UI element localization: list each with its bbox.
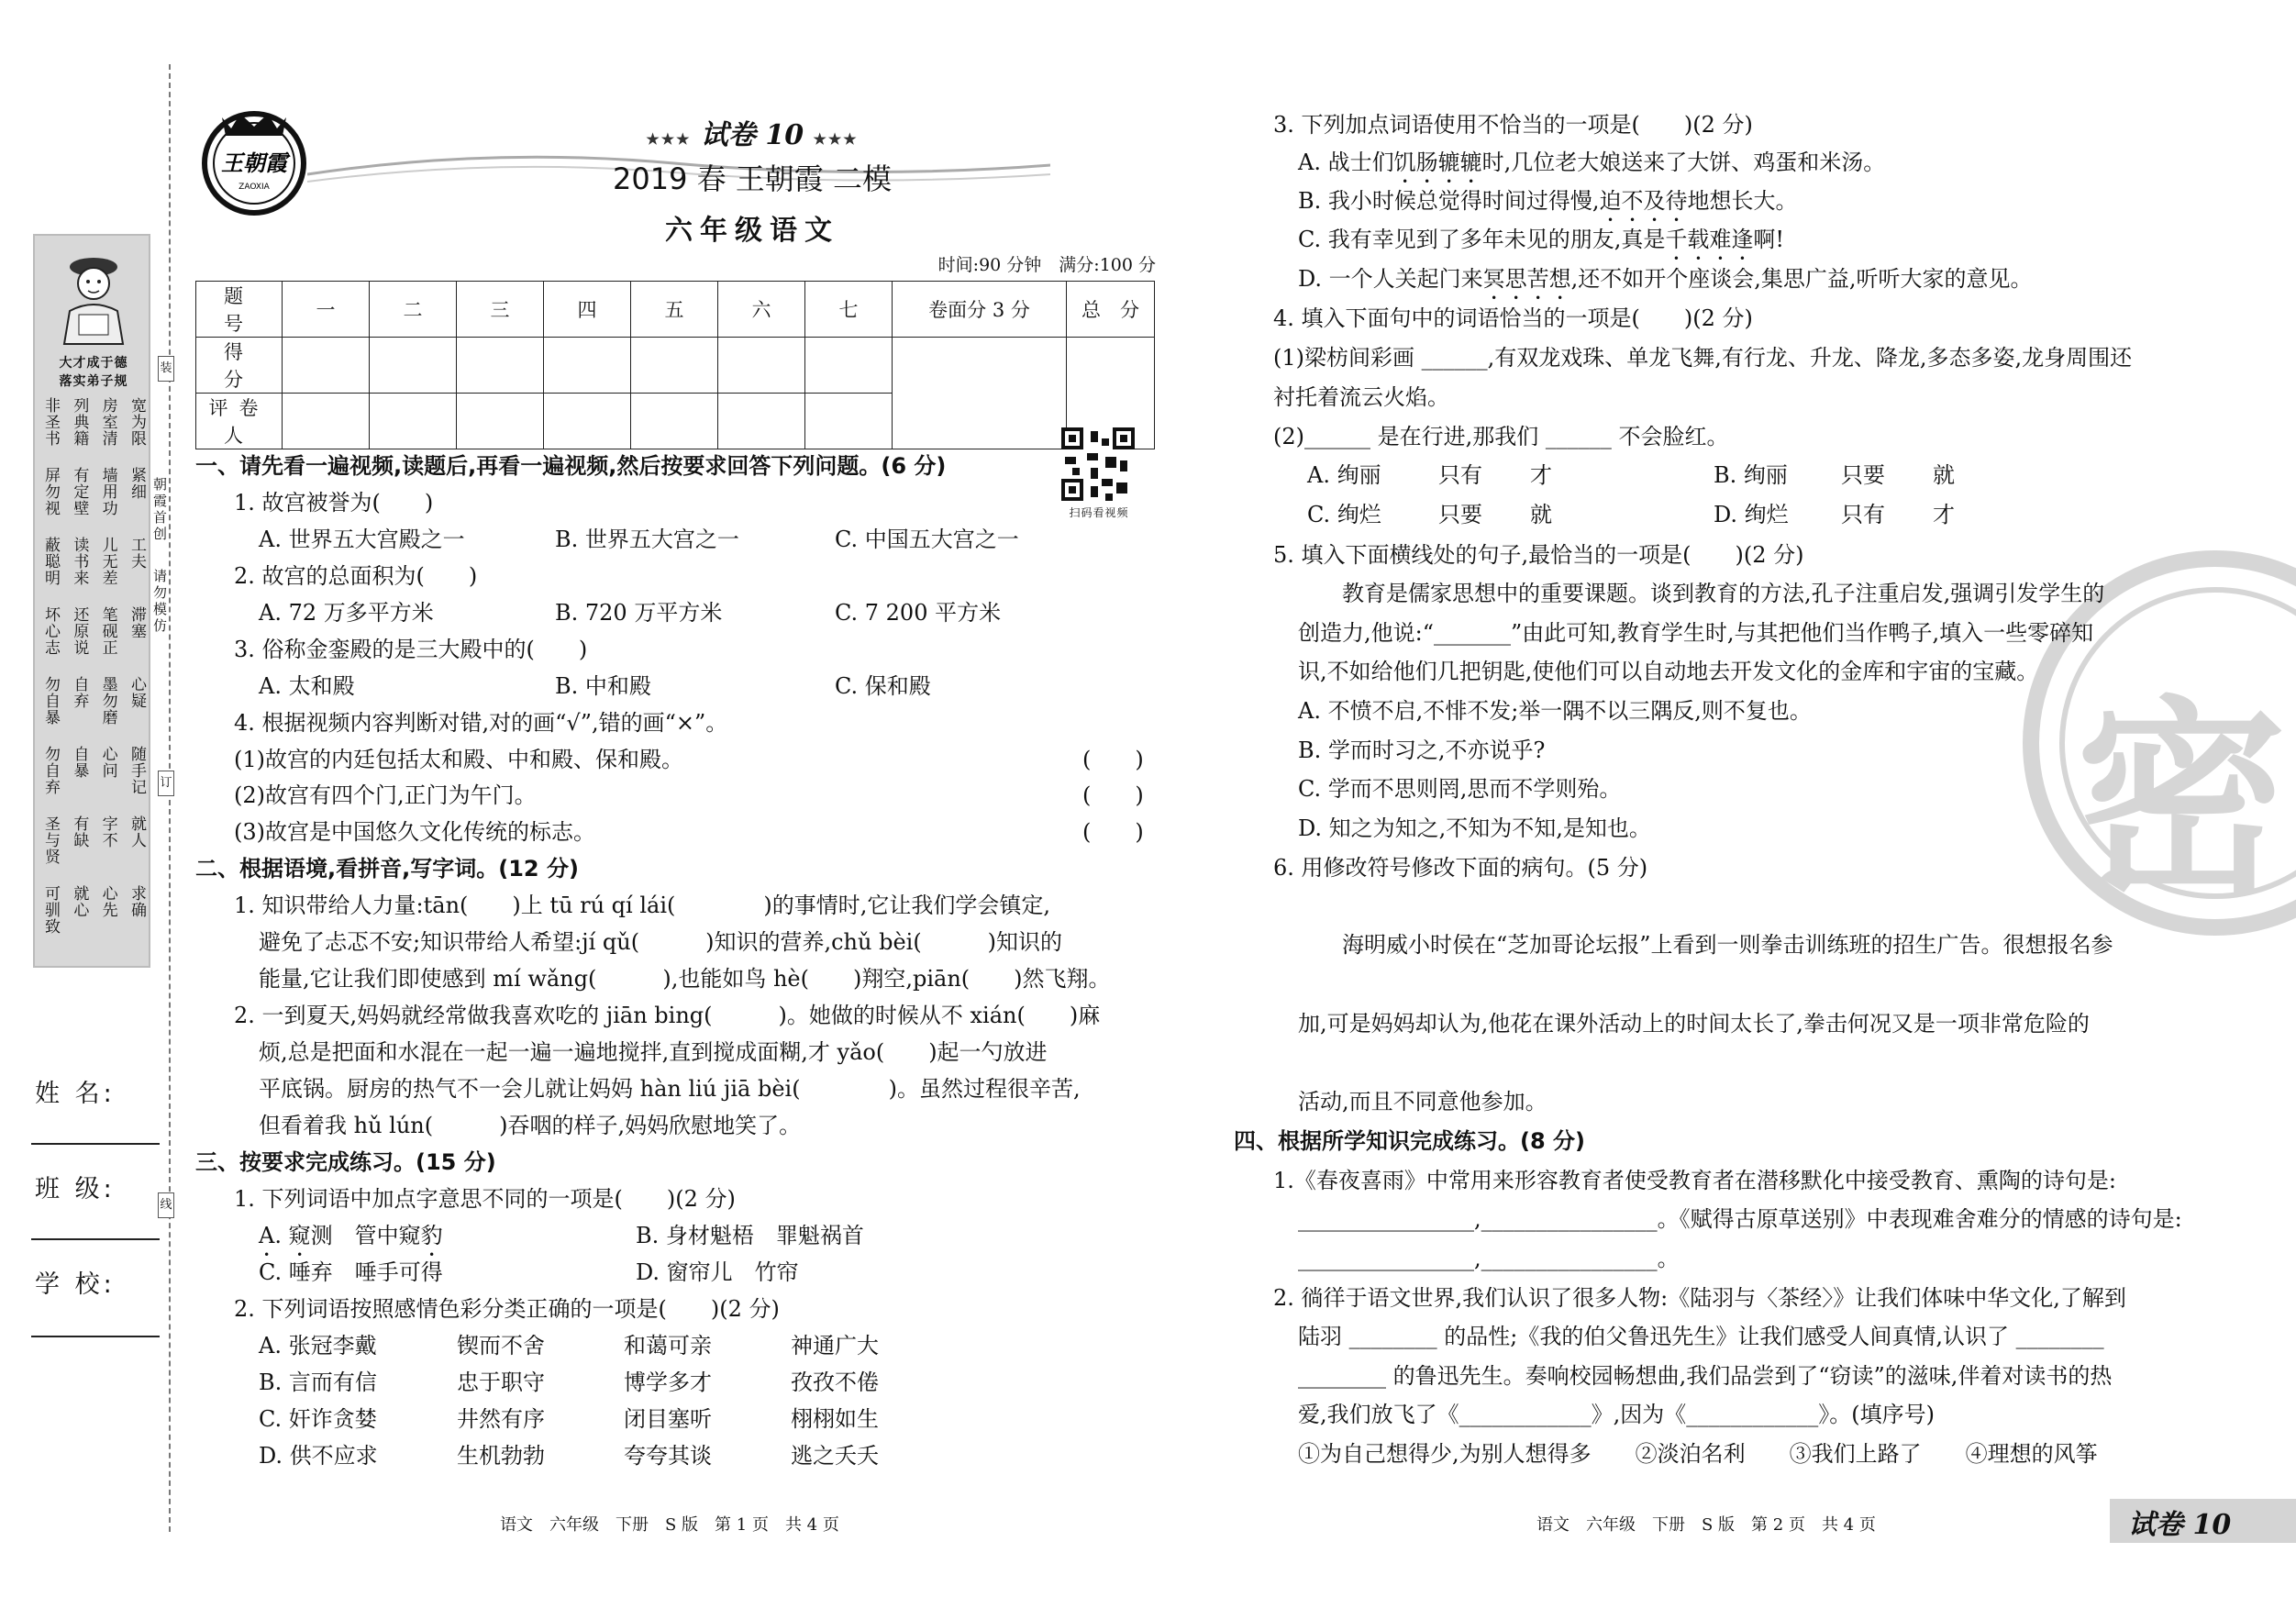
footer-left: 语文 六年级 下册 S 版 第 1 页 共 4 页 <box>500 1515 839 1535</box>
section-2-heading: 二、根据语境,看拼音,写字词。(12 分) <box>195 856 579 882</box>
r3-option-b[interactable] <box>1298 183 1798 227</box>
pinyin-para-1-line-1: 1. 知识带给人力量:tān( )上 tū rú qí lái( )的事情时,它让我们学会镇定, <box>234 893 1050 918</box>
score-cell-header: 五 <box>631 282 718 338</box>
r4-word: 才 <box>1933 502 1955 527</box>
seal-char-zhuang: 装 <box>158 356 174 382</box>
poem-line: 笔砚正 <box>98 606 117 656</box>
r3c-part: 啊! <box>1753 227 1785 252</box>
poem-line: 可驯致 <box>41 885 60 935</box>
score-cell[interactable] <box>805 338 893 394</box>
svg-text:王朝霞: 王朝霞 <box>221 150 287 176</box>
exam-time-info: 时间:90 分钟 满分:100 分 <box>937 255 1156 275</box>
score-cell[interactable] <box>283 394 370 449</box>
r1a-part: 测 管中窥 <box>310 1223 421 1248</box>
score-cell[interactable] <box>370 394 457 449</box>
pinyin-para-1-line-3: 能量,它让我们即使感到 mí wǎng( ),也能如鸟 hè( )翔空,piān( )然飞翔。 <box>259 966 1111 992</box>
r2-word: 锲而不舍 <box>457 1333 545 1359</box>
score-cell-header: 六 <box>718 282 805 338</box>
score-cell[interactable] <box>718 338 805 394</box>
k2-line-3[interactable]: ________ 的鲁迅先生。奏响校园畅想曲,我们品尝到了“窃读”的滋味,伴着对读书的热 <box>1298 1363 2113 1389</box>
poem-line: 勿自弃 <box>41 746 60 795</box>
score-cell-header: 总 分 <box>1067 282 1155 338</box>
r4-word: 只有 <box>1841 502 1885 527</box>
r1b-part: 祸首 <box>819 1223 864 1248</box>
k1-line-2[interactable]: ________________,________________。《赋得古原草送别》中表现难舍难分的情感的诗句是: <box>1298 1206 2182 1232</box>
score-cell-header: 四 <box>544 282 631 338</box>
k1-line-3[interactable]: ________________,________________。 <box>1298 1246 1680 1271</box>
score-cell[interactable] <box>457 338 544 394</box>
score-cell[interactable] <box>718 394 805 449</box>
svg-text:ZAOXIA: ZAOXIA <box>238 183 270 192</box>
r5-passage-line-3: 识,不如给他们几把钥匙,使他们可以自动地去开发文化的金库和宇宙的宝藏。 <box>1298 659 2039 684</box>
exam-title: 2019 春 王朝霞 二模 <box>613 161 892 196</box>
score-row-label: 得 分 <box>196 338 283 394</box>
r3c-part: C. 我有幸见到了多年未见的朋友,真是 <box>1298 227 1666 252</box>
r2-word: 栩栩如生 <box>791 1406 879 1432</box>
q3-stem: 3. 俗称金銮殿的是三大殿中的( ) <box>234 637 588 662</box>
r1c-part: 弃 唾 <box>310 1259 377 1285</box>
r4-sentence-1-line-1: (1)梁枋间彩画 ______,有双龙戏珠、单龙飞舞,有行龙、升龙、降龙,多态多姿,龙身周围还 <box>1273 345 2133 371</box>
poem-line: 墙用功 <box>98 467 117 516</box>
r3d-part: D. 一个人关起门来 <box>1298 266 1483 292</box>
q2-stem: 2. 故宫的总面积为( ) <box>234 563 478 589</box>
r1-option-d[interactable] <box>636 1254 799 1286</box>
r2-option-c[interactable]: C. 奸诈贪婪 <box>259 1406 377 1432</box>
poem-line: 有定壁 <box>70 467 89 516</box>
q2-option-c[interactable]: C. 7 200 平方米 <box>835 600 1002 626</box>
r3c-part: 千载难逢 <box>1665 227 1754 252</box>
r2-word: 闭目塞听 <box>624 1406 712 1432</box>
pinyin-para-2-line-2: 烦,总是把面和水混在一起一遍一遍地搅拌,直到搅成面糊,才 yǎo( )起一勺放进 <box>259 1039 1048 1065</box>
r1c-part: 手可得 <box>376 1259 443 1285</box>
seal-char-xian: 线 <box>158 1192 174 1218</box>
poem-line: 紧细 <box>127 467 146 500</box>
q4-item-3: (3)故宫是中国悠久文化传统的标志。 <box>234 819 595 845</box>
r4-stem: 4. 填入下面句中的词语恰当的一项是( )(2 分) <box>1273 305 1753 331</box>
pinyin-para-1-line-2: 避免了忐忑不安;知识带给人希望:jí qǔ( )知识的营养,chǔ bèi( )知识的 <box>259 929 1063 955</box>
section-4-heading: 四、根据所学知识完成练习。(8 分) <box>1234 1128 1585 1154</box>
poem-line: 工夫 <box>127 537 146 570</box>
poem-line: 屏勿视 <box>41 467 60 516</box>
r2-word: 生机勃勃 <box>457 1443 545 1469</box>
exam-tab-label: 试卷 10 <box>2128 1509 2232 1541</box>
poem-line: 就人 <box>127 815 146 848</box>
score-cell[interactable] <box>544 394 631 449</box>
binding-dashed-line <box>169 64 171 1532</box>
poem-line: 心先 <box>98 885 117 918</box>
q1-option-a[interactable]: A. 世界五大宫殿之一 <box>259 527 465 552</box>
r2-word: 博学多才 <box>624 1370 712 1395</box>
r1-stem: 1. 下列词语中加点字意思不同的一项是( )(2 分) <box>234 1186 736 1212</box>
r3a-part: A. 战士们 <box>1298 150 1394 175</box>
r2-word: 忠于职守 <box>457 1370 545 1395</box>
r6-stem: 6. 用修改符号修改下面的病句。(5 分) <box>1273 855 1648 881</box>
brand-logo <box>194 101 314 220</box>
r5-option-b[interactable]: B. 学而时习之,不亦说乎? <box>1298 738 1546 763</box>
watermark-seal <box>2023 550 2296 936</box>
poem-line: 自弃 <box>70 676 89 709</box>
r4-word: 只有 <box>1438 462 1482 488</box>
r5-passage-line-1: 教育是儒家思想中的重要课题。谈到教育的方法,孔子注重启发,强调引发学生的 <box>1298 581 2105 606</box>
poem-line: 随手记 <box>127 746 146 795</box>
r2-option-d[interactable]: D. 供不应求 <box>259 1443 378 1469</box>
pinyin-para-2-line-3: 平底锅。厨房的热气不一会儿就让妈妈 hàn liú jiā bèi( )。虽然过程很辛苦, <box>259 1076 1081 1102</box>
r3-option-a[interactable] <box>1298 144 1885 188</box>
r1-option-b[interactable] <box>636 1217 864 1249</box>
poem-line: 儿无差 <box>98 537 117 586</box>
motto-box <box>33 234 150 968</box>
side-note-no-copy: 请勿模仿 <box>151 569 168 635</box>
score-cell[interactable] <box>631 338 718 394</box>
r3d-part: 冥思苦想 <box>1482 266 1571 292</box>
r3b-part: 迫不及待 <box>1599 188 1688 214</box>
r5-option-a[interactable]: A. 不愤不启,不悱不发;举一隅不以三隅反,则不复也。 <box>1298 698 1812 724</box>
score-cell[interactable] <box>457 394 544 449</box>
q3-option-c[interactable]: C. 保和殿 <box>835 673 931 699</box>
poem-line: 坏心志 <box>41 606 60 656</box>
k2-line-2[interactable]: 陆羽 ________ 的品性;《我的伯父鲁迅先生》让我们感受人间真情,认识了 ________ <box>1298 1324 2104 1349</box>
exam-tab <box>2110 1499 2296 1543</box>
r4-option-a[interactable]: A. 绚丽 <box>1307 462 1381 488</box>
qr-code[interactable] <box>1061 427 1135 501</box>
r5-stem: 5. 填入下面横线处的句子,最恰当的一项是( )(2 分) <box>1273 542 1804 568</box>
poem-line: 就心 <box>70 885 89 918</box>
poem-line: 自暴 <box>70 746 89 779</box>
r4-option-c[interactable]: C. 绚烂 <box>1307 502 1381 527</box>
q4-item-2: (2)故宫有四个门,正门为午门。 <box>234 782 537 808</box>
q1-option-b[interactable]: B. 世界五大宫之一 <box>555 527 739 552</box>
score-table <box>195 281 1155 449</box>
r1c-part: C. 唾 <box>259 1259 311 1285</box>
poem-line: 列典籍 <box>70 397 89 447</box>
r4-word: 只要 <box>1438 502 1482 527</box>
q4-stem: 4. 根据视频内容判断对错,对的画“√”,错的画“×”。 <box>234 710 728 736</box>
r2-option-a[interactable]: A. 张冠李戴 <box>259 1333 377 1359</box>
class-field[interactable] <box>31 1238 160 1240</box>
poem-line: 勿自暴 <box>41 676 60 726</box>
r1d-part: D. 窗帘儿 竹 <box>636 1259 777 1285</box>
r2-word: 逃之夭夭 <box>791 1443 879 1469</box>
r6-sentence-line-3: 活动,而且不同意他参加。 <box>1298 1089 1547 1115</box>
r4-word: 就 <box>1530 502 1552 527</box>
section-3-heading: 三、按要求完成练习。(15 分) <box>195 1149 496 1175</box>
r3-stem: 3. 下列加点词语使用不恰当的一项是( )(2 分) <box>1273 112 1753 138</box>
r2-word: 孜孜不倦 <box>791 1370 879 1395</box>
r2-option-b[interactable]: B. 言而有信 <box>259 1370 377 1395</box>
score-cell[interactable] <box>283 338 370 394</box>
r3a-part: 饥肠辘辘 <box>1393 150 1482 175</box>
k2-line-4[interactable]: 爱,我们放飞了《____________》,因为《____________》。(填序号) <box>1298 1402 1935 1427</box>
r4-option-d[interactable]: D. 绚烂 <box>1714 502 1789 527</box>
r3d-part: ,还不如开个座谈会,集思广益,听听大家的意见。 <box>1570 266 2033 292</box>
r3-option-c[interactable] <box>1298 221 1784 265</box>
r5-option-c[interactable]: C. 学而不思则罔,思而不学则殆。 <box>1298 776 1622 802</box>
r1b-part: 梧 罪魁 <box>731 1223 820 1248</box>
section-1-heading: 一、请先看一遍视频,读题后,再看一遍视频,然后按要求回答下列问题。(6 分) <box>195 453 947 479</box>
r3-option-d[interactable] <box>1298 261 2033 305</box>
poem-line: 心问 <box>98 746 117 779</box>
exam-label <box>615 112 890 152</box>
q1-option-c[interactable]: C. 中国五大宫之一 <box>835 527 1019 552</box>
r4-sentence-1-line-2: 衬托着流云火焰。 <box>1273 384 1449 410</box>
score-cell[interactable] <box>544 338 631 394</box>
r4-word: 就 <box>1933 462 1955 488</box>
poem-line: 求确 <box>127 885 146 918</box>
r6-sentence-line-1: 海明威小时侯在“芝加哥论坛报”上看到一则拳击训练班的招生广告。很想报名参 <box>1298 932 2113 958</box>
poem-line: 滞塞 <box>127 606 146 639</box>
r2-stem: 2. 下列词语按照感情色彩分类正确的一项是( )(2 分) <box>234 1296 780 1322</box>
exam-number: 试卷 10 <box>700 119 804 151</box>
poem-line: 心疑 <box>127 676 146 709</box>
r2-word: 井然有序 <box>457 1406 545 1432</box>
r3b-part: B. 我小时候总觉得时间过得慢, <box>1298 188 1600 214</box>
r1a-part: 豹 <box>420 1223 443 1248</box>
r2-word: 夸夸其谈 <box>624 1443 712 1469</box>
r2-word: 和蔼可亲 <box>624 1333 712 1359</box>
r1a-part: A. 窥 <box>259 1223 311 1248</box>
tf-answer-3[interactable]: ( ) <box>1082 819 1144 845</box>
r2-word: 神通广大 <box>791 1333 879 1359</box>
q2-option-b[interactable]: B. 720 万平方米 <box>555 600 723 626</box>
k2-line-1: 2. 徜徉于语文世界,我们认识了很多人物:《陆羽与〈茶经〉》让我们体味中华文化,了解到 <box>1273 1285 2126 1311</box>
footer-right: 语文 六年级 下册 S 版 第 2 页 共 4 页 <box>1536 1515 1876 1535</box>
qr-caption: 扫码看视频 <box>1069 506 1129 519</box>
stars-left: ★★★ <box>646 130 692 148</box>
r5-option-d[interactable]: D. 知之为知之,不知为不知,是知也。 <box>1298 815 1651 841</box>
poem-line: 圣与贤 <box>41 815 60 865</box>
r4-word: 只要 <box>1841 462 1885 488</box>
motto-line-2: 落实弟子规 <box>59 374 128 389</box>
r1b-part: B. 身材魁 <box>636 1223 732 1248</box>
poem-line: 蔽聪明 <box>41 537 60 586</box>
tf-answer-2[interactable]: ( ) <box>1082 782 1144 808</box>
school-field[interactable] <box>31 1336 160 1337</box>
binding-strip <box>0 0 174 1597</box>
score-cell-header: 七 <box>805 282 893 338</box>
poem-line: 墨勿磨 <box>98 676 117 726</box>
school-label: 学 校: <box>35 1270 116 1299</box>
poem-line: 房室清 <box>98 397 117 447</box>
score-row-label: 评卷人 <box>196 394 283 449</box>
name-field[interactable] <box>31 1143 160 1145</box>
r3b-part: 地想长大。 <box>1687 188 1798 214</box>
poem-line: 有缺 <box>70 815 89 848</box>
motto-line-1: 大才成于德 <box>59 356 128 371</box>
score-cell-header: 卷面分 3 分 <box>893 282 1067 338</box>
seal-char-ding: 订 <box>158 771 174 796</box>
score-cell-header: 题 号 <box>196 282 283 338</box>
scholar-illustration <box>53 247 134 348</box>
tf-answer-1[interactable]: ( ) <box>1082 747 1144 772</box>
score-cell[interactable] <box>805 394 893 449</box>
q1-stem: 1. 故宫被誉为( ) <box>234 490 434 516</box>
exam-subject: 六年级语文 <box>665 215 839 247</box>
score-cell-neatness[interactable] <box>893 338 1067 449</box>
k1-line-1: 1.《春夜喜雨》中常用来形容教育者使受教育者在潜移默化中接受教育、熏陶的诗句是: <box>1273 1168 2116 1193</box>
r5-passage-line-2: 创造力,他说:“_______”由此可知,教育学生时,与其把他们当作鸭子,填入一些零碎知 <box>1298 620 2094 646</box>
poem-line: 字不 <box>98 815 117 848</box>
motto-poems <box>42 397 145 955</box>
score-cell-header: 一 <box>283 282 370 338</box>
r4-option-b[interactable]: B. 绚丽 <box>1714 462 1788 488</box>
watermark-char: 密 <box>2076 680 2288 925</box>
poem-line: 读书来 <box>70 537 89 586</box>
r1d-part: 帘 <box>776 1259 799 1285</box>
r1-option-c[interactable] <box>259 1254 443 1286</box>
q3-option-b[interactable]: B. 中和殿 <box>555 673 651 699</box>
q4-item-1: (1)故宫的内廷包括太和殿、中和殿、保和殿。 <box>234 747 683 772</box>
name-label: 姓 名: <box>35 1080 116 1108</box>
pinyin-para-2-line-1: 2. 一到夏天,妈妈就经常做我喜欢吃的 jiān bing( )。她做的时候从不 xián( )麻 <box>234 1003 1101 1028</box>
r3a-part: 时,几位老大娘送来了大饼、鸡蛋和米汤。 <box>1481 150 1886 175</box>
score-cell-header: 三 <box>457 282 544 338</box>
r6-sentence-line-2: 加,可是妈妈却认为,他花在课外活动上的时间太长了,拳击何况又是一项非常危险的 <box>1298 1011 2090 1037</box>
side-note-original: 朝霞首创 <box>151 477 168 543</box>
q3-option-a[interactable]: A. 太和殿 <box>259 673 355 699</box>
pinyin-para-2-line-4: 但看着我 hǔ lún( )吞咽的样子,妈妈欣慰地笑了。 <box>259 1113 802 1138</box>
r4-word: 才 <box>1530 462 1552 488</box>
poem-line: 非圣书 <box>41 397 60 447</box>
q2-option-a[interactable]: A. 72 万多平方米 <box>259 600 434 626</box>
score-cell[interactable] <box>631 394 718 449</box>
poem-line: 还原说 <box>70 606 89 656</box>
stars-right: ★★★ <box>813 130 859 148</box>
score-cell-header: 二 <box>370 282 457 338</box>
poem-line: 宽为限 <box>127 397 146 447</box>
class-label: 班 级: <box>35 1175 116 1203</box>
k2-choices: ①为自己想得少,为别人想得多 ②淡泊名利 ③我们上路了 ④理想的风筝 <box>1298 1441 2098 1467</box>
r4-sentence-2: (2)______ 是在行进,那我们 ______ 不会脸红。 <box>1273 424 1729 449</box>
score-cell[interactable] <box>370 338 457 394</box>
